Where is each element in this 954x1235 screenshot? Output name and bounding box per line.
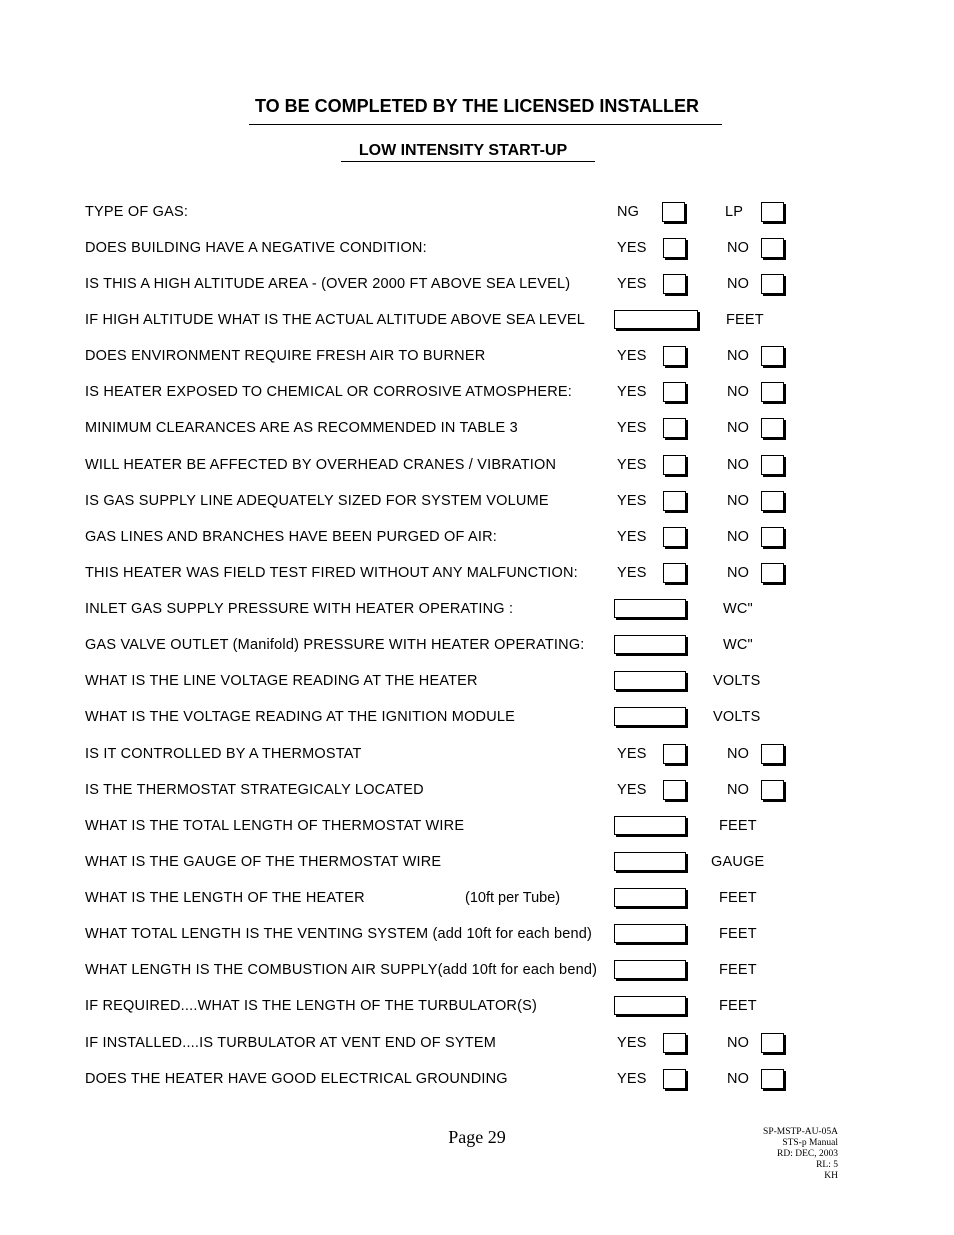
question-text: THIS HEATER WAS FIELD TEST FIRED WITHOUT ANY MALFUNCTION: xyxy=(85,565,578,581)
option-label: YES xyxy=(617,457,647,473)
option-checkbox[interactable] xyxy=(761,455,784,475)
option-checkbox[interactable] xyxy=(761,744,784,764)
question-text: IF HIGH ALTITUDE WHAT IS THE ACTUAL ALTITUDE ABOVE SEA LEVEL xyxy=(85,312,586,328)
option-checkbox[interactable] xyxy=(663,1069,686,1089)
option-label: NO xyxy=(727,746,750,762)
answer-field[interactable] xyxy=(614,816,686,835)
question-text: GAS VALVE OUTLET (Manifold) PRESSURE WITH HEATER OPERATING: xyxy=(85,637,585,653)
question-text: WHAT IS THE VOLTAGE READING AT THE IGNITION MODULE xyxy=(85,709,516,725)
question-text: IF REQUIRED....WHAT IS THE LENGTH OF THE TURBULATOR(S) xyxy=(85,998,538,1014)
form-row xyxy=(0,670,954,692)
form-row xyxy=(0,851,954,873)
option-checkbox[interactable] xyxy=(761,202,784,222)
doc-ref-line: SP-MSTP-AU-05A xyxy=(763,1127,838,1137)
option-label: YES xyxy=(617,782,647,798)
option-checkbox[interactable] xyxy=(663,274,686,294)
option-label: NG xyxy=(617,204,640,220)
option-label: YES xyxy=(617,420,647,436)
option-label: YES xyxy=(617,493,647,509)
question-text: IS GAS SUPPLY LINE ADEQUATELY SIZED FOR SYSTEM VOLUME xyxy=(85,493,549,509)
form-row xyxy=(0,634,954,656)
form-row xyxy=(0,923,954,945)
question-text: WILL HEATER BE AFFECTED BY OVERHEAD CRANES / VIBRATION xyxy=(85,457,557,473)
doc-ref-line: KH xyxy=(824,1171,838,1181)
question-text: GAS LINES AND BRANCHES HAVE BEEN PURGED OF AIR: xyxy=(85,529,498,545)
form-row xyxy=(0,706,954,728)
option-label: LP xyxy=(725,204,744,220)
form-row xyxy=(0,995,954,1017)
question-text: WHAT IS THE TOTAL LENGTH OF THERMOSTAT WIRE xyxy=(85,818,465,834)
form-row xyxy=(0,815,954,837)
form-subtitle: LOW INTENSITY START-UP xyxy=(358,142,568,159)
option-checkbox[interactable] xyxy=(761,238,784,258)
option-checkbox[interactable] xyxy=(761,527,784,547)
option-checkbox[interactable] xyxy=(663,455,686,475)
unit-label: FEET xyxy=(719,962,757,978)
form-row xyxy=(0,381,954,403)
answer-field[interactable] xyxy=(614,599,686,618)
doc-ref-line: STS-p Manual xyxy=(782,1138,838,1148)
answer-field[interactable] xyxy=(614,924,686,943)
option-label: YES xyxy=(617,384,647,400)
option-checkbox[interactable] xyxy=(663,563,686,583)
question-note: (10ft per Tube) xyxy=(465,890,561,906)
option-checkbox[interactable] xyxy=(663,382,686,402)
option-checkbox[interactable] xyxy=(761,1069,784,1089)
option-label: NO xyxy=(727,384,750,400)
unit-label: FEET xyxy=(726,312,764,328)
question-text: DOES BUILDING HAVE A NEGATIVE CONDITION: xyxy=(85,240,427,256)
unit-label: FEET xyxy=(719,926,757,942)
option-label: NO xyxy=(727,565,750,581)
option-label: YES xyxy=(617,348,647,364)
question-text: IS THE THERMOSTAT STRATEGICALY LOCATED xyxy=(85,782,424,798)
subtitle-underline xyxy=(341,161,595,162)
unit-label: FEET xyxy=(719,818,757,834)
option-checkbox[interactable] xyxy=(663,346,686,366)
option-label: NO xyxy=(727,348,750,364)
question-text: WHAT IS THE GAUGE OF THE THERMOSTAT WIRE xyxy=(85,854,442,870)
answer-field[interactable] xyxy=(614,310,698,329)
form-row xyxy=(0,959,954,981)
form-row xyxy=(0,779,954,801)
option-label: YES xyxy=(617,1035,647,1051)
form-row xyxy=(0,345,954,367)
unit-label: FEET xyxy=(719,998,757,1014)
form-row xyxy=(0,1032,954,1054)
answer-field[interactable] xyxy=(614,960,686,979)
form-row xyxy=(0,743,954,765)
option-label: YES xyxy=(617,529,647,545)
option-label: NO xyxy=(727,240,750,256)
question-text: TYPE OF GAS: xyxy=(85,204,189,220)
unit-label: VOLTS xyxy=(713,673,761,689)
form-row xyxy=(0,454,954,476)
question-text: WHAT IS THE LINE VOLTAGE READING AT THE HEATER xyxy=(85,673,478,689)
option-label: NO xyxy=(727,782,750,798)
question-text: WHAT TOTAL LENGTH IS THE VENTING SYSTEM (add 10ft for each bend) xyxy=(85,926,593,942)
option-label: NO xyxy=(727,1071,750,1087)
option-label: NO xyxy=(727,529,750,545)
option-checkbox[interactable] xyxy=(761,418,784,438)
form-row xyxy=(0,490,954,512)
form-row xyxy=(0,273,954,295)
form-row xyxy=(0,417,954,439)
question-text: WHAT LENGTH IS THE COMBUSTION AIR SUPPLY(add 10ft for each bend) xyxy=(85,962,598,978)
unit-label: GAUGE xyxy=(711,854,765,870)
option-checkbox[interactable] xyxy=(761,382,784,402)
question-text: DOES ENVIRONMENT REQUIRE FRESH AIR TO BURNER xyxy=(85,348,486,364)
option-label: YES xyxy=(617,1071,647,1087)
question-text: DOES THE HEATER HAVE GOOD ELECTRICAL GROUNDING xyxy=(85,1071,508,1087)
question-text: MINIMUM CLEARANCES ARE AS RECOMMENDED IN TABLE 3 xyxy=(85,420,518,436)
option-checkbox[interactable] xyxy=(662,202,685,222)
option-label: YES xyxy=(617,276,647,292)
option-label: NO xyxy=(727,493,750,509)
document-reference xyxy=(763,1127,838,1182)
form-row xyxy=(0,562,954,584)
form-title: TO BE COMPLETED BY THE LICENSED INSTALLER xyxy=(254,96,700,116)
option-label: NO xyxy=(727,276,750,292)
option-label: YES xyxy=(617,240,647,256)
form-row xyxy=(0,887,954,909)
option-checkbox[interactable] xyxy=(663,780,686,800)
option-checkbox[interactable] xyxy=(761,780,784,800)
doc-ref-line: RL: 5 xyxy=(816,1160,838,1170)
form-row xyxy=(0,201,954,223)
option-checkbox[interactable] xyxy=(761,274,784,294)
option-checkbox[interactable] xyxy=(761,491,784,511)
option-label: NO xyxy=(727,1035,750,1051)
option-checkbox[interactable] xyxy=(761,563,784,583)
option-checkbox[interactable] xyxy=(761,346,784,366)
question-text: IF INSTALLED....IS TURBULATOR AT VENT END OF SYTEM xyxy=(85,1035,496,1051)
page-number: Page 29 xyxy=(448,1127,506,1147)
form-row xyxy=(0,526,954,548)
option-checkbox[interactable] xyxy=(663,238,686,258)
title-underline xyxy=(249,124,722,125)
answer-field[interactable] xyxy=(614,888,686,907)
answer-field[interactable] xyxy=(614,852,686,871)
question-text: IS HEATER EXPOSED TO CHEMICAL OR CORROSIVE ATMOSPHERE: xyxy=(85,384,572,400)
question-text: IS THIS A HIGH ALTITUDE AREA - (OVER 2000 FT ABOVE SEA LEVEL) xyxy=(85,276,571,292)
option-label: YES xyxy=(617,565,647,581)
unit-label: FEET xyxy=(719,890,757,906)
option-checkbox[interactable] xyxy=(663,527,686,547)
unit-label: WC" xyxy=(723,637,753,653)
option-checkbox[interactable] xyxy=(663,744,686,764)
form-row xyxy=(0,309,954,331)
question-text: WHAT IS THE LENGTH OF THE HEATER xyxy=(85,890,365,906)
answer-field[interactable] xyxy=(614,996,686,1015)
form-row xyxy=(0,598,954,620)
answer-field[interactable] xyxy=(614,707,686,726)
option-checkbox[interactable] xyxy=(663,1033,686,1053)
question-text: INLET GAS SUPPLY PRESSURE WITH HEATER OPERATING : xyxy=(85,601,514,617)
question-text: IS IT CONTROLLED BY A THERMOSTAT xyxy=(85,746,362,762)
option-label: NO xyxy=(727,420,750,436)
option-checkbox[interactable] xyxy=(663,418,686,438)
option-checkbox[interactable] xyxy=(663,491,686,511)
form-row xyxy=(0,237,954,259)
unit-label: VOLTS xyxy=(713,709,761,725)
option-checkbox[interactable] xyxy=(761,1033,784,1053)
doc-ref-line: RD: DEC, 2003 xyxy=(777,1149,838,1159)
option-label: NO xyxy=(727,457,750,473)
option-label: YES xyxy=(617,746,647,762)
form-row xyxy=(0,1068,954,1090)
unit-label: WC" xyxy=(723,601,753,617)
answer-field[interactable] xyxy=(614,635,686,654)
answer-field[interactable] xyxy=(614,671,686,690)
